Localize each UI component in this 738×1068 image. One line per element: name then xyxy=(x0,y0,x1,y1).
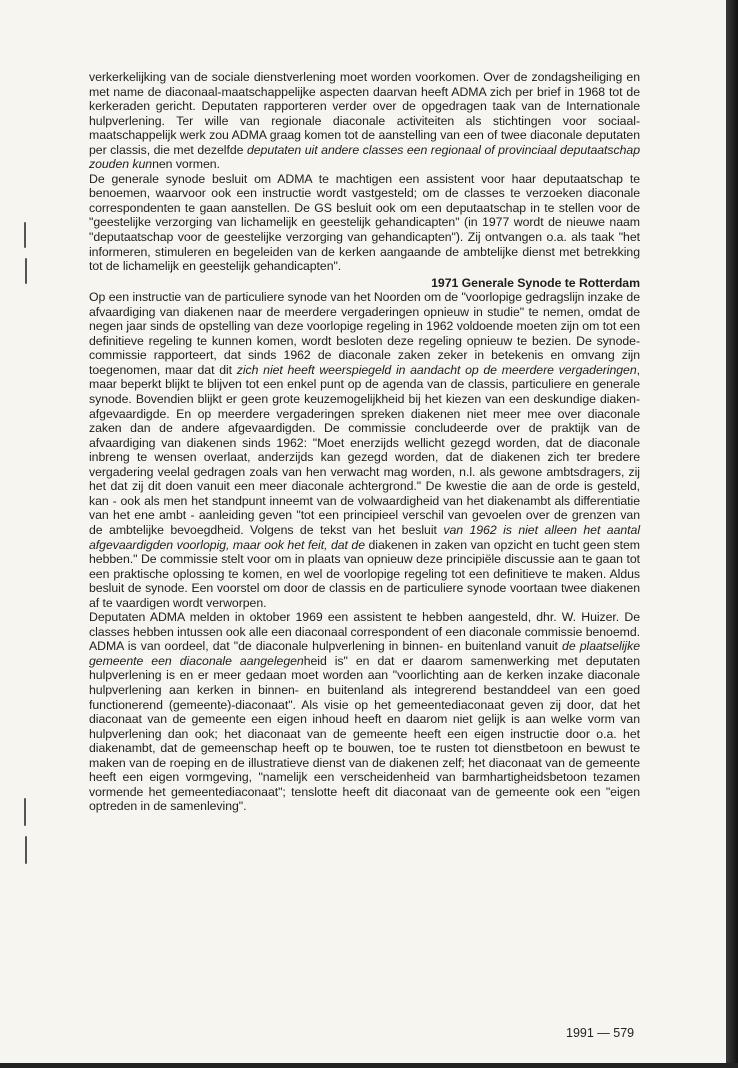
scan-edge-shadow xyxy=(0,1063,738,1068)
scan-edge-shadow xyxy=(726,0,738,1068)
paragraph xyxy=(89,610,640,814)
italic-text-run: zich niet heeft weerspiegeld in aandacht op de meerdere vergaderingen xyxy=(236,362,637,377)
italic-text-run: van 1962 is niet alleen het aantal afgevaardigden voorlopig, maar ook het feit, dat de xyxy=(89,522,641,552)
section-heading: 1971 Generale Synode te Rotterdam xyxy=(431,275,640,290)
paragraph: De generale synode besluit om ADMA te machtigen een assistent voor haar deputaatschap te benoemen, waarvoor ook een instructie wordt vastgesteld; om de classes te verzoeken diaconale correspondenten te gaan aanstellen. De GS besluit ook om een deputaatschap in te stellen voor de "geestelijke verzorging van lichamelijk en geestelijk gehandicapten" (in 1977 wordt de nieuwe naam "deputaatschap voor de geestelijke verzorging van gehandicapten"). Zij ontvangen o.a. als taak "het informeren, stimuleren en begeleiden van de kerken aangaande de ambtelijke dienst met betrekking tot de lichamelijk en geestelijk gehandicapten". xyxy=(89,171,640,274)
italic-text-run: deputaten uit andere classes een regionaal of provinciaal deputaatschap zouden kun xyxy=(89,142,640,172)
body-text xyxy=(89,70,640,814)
binder-mark xyxy=(24,798,26,826)
paragraph xyxy=(89,290,640,610)
text-run: diakenen in zaken van opzicht en tucht geen stem hebben." De commissie stelt voor om in plaats van opnieuw deze principiële discussie aan te gaan tot een praktische oplossing te komen, en wel de voorlopige regeling tot een definitieve te maken. Aldus besluit de synode. Een voorstel om door de classis en de particuliere synode voortaan twee diakenen af te vaardigen wordt verworpen. xyxy=(89,537,641,610)
paragraph xyxy=(89,70,640,172)
binder-mark xyxy=(25,836,27,864)
text-run: heid is" en dat er daarom samenwerking met deputaten hulpverlening is en er meer gedaan moet worden aan "voorlichting aan de kerken inzake diaconale hulpverlening aan kerken in binnen- en buitenland als integrerend bestanddeel van een goed functionerend (gemeente)-diaconaat". Als visie op het gemeentediaconaat geven zij door, dat het diaconaat van de gemeente een eigen inhoud heeft en daarom niet gelijk is aan welke vorm van hulpverlening dan ook; het diaconaat van de gemeente heeft een eigen instructie door o.a. het diakenambt, dat de gemeenschap heeft op te bouwen, toe te rusten tot dienstbetoon en bewust te maken van de roeping en de illustratieve dienst van de diakenen zelf; het diaconaat van de gemeente heeft een eigen vormgeving, "namelijk een verscheidenheid van barmhartigheidsbetoon tezamen vormende het gemeentediaconaat"; tenslotte heeft dit diaconaat van de gemeente ook een "eigen optreden in de samenleving". xyxy=(89,653,640,814)
text-run: Op een instructie van de particuliere synode van het Noorden om de "voorlopige gedragslijn inzake de afvaardiging van diakenen naar de meerdere vergaderingen opnieuw in studie" te nemen, omdat de negen jaar sinds de opstelling van deze voorlopige regeling in 1962 voldoende moeten zijn om tot een definitieve regeling te kunnen komen, wordt besloten deze regeling opnieuw te bezien. De synode-commissie rapporteert, dat sinds 1962 de diaconale zaken zeker in betekenis en omvang zijn toegenomen, maar dat dit xyxy=(89,290,640,377)
page-number: 1991 — 579 xyxy=(566,1026,635,1040)
text-run: verkerkelijking van de sociale dienstverlening moet worden voorkomen. Over de zondagsheiliging en met name de diaconaal-maatschappelijke aspecten daarvan heeft ADMA zich per brief in 1968 tot de kerkeraden gericht. Deputaten rapporteren verder over de opgedragen taak van de Internationale hulpverlening. Ter wille van regionale diaconale activiteiten als stichtingen voor sociaal-maatschappelijk werk zou ADMA graag komen tot de aanstelling van een of twee diaconale deputaten per classis, die met dezelfde xyxy=(89,70,640,157)
text-run: nen vormen. xyxy=(152,157,220,172)
binder-mark xyxy=(25,258,27,284)
text-run: Deputaten ADMA melden in oktober 1969 een assistent te hebben aangesteld, dhr. W. Huizer. De classes hebben intussen ook alle een diaconaal correspondent of een diaconale commissie benoemd. ADMA is van oordeel, dat "de diaconale hulpverlening in binnen- en buitenland vanuit xyxy=(89,610,640,654)
italic-text-run: de plaatselijke gemeente een diaconale aangelegen xyxy=(89,639,640,668)
binder-mark xyxy=(24,222,26,248)
text-run: , maar beperkt blijkt te blijven tot een enkel punt op de agenda van de classis, particuliere en generale synode. Bovendien blijkt er geen grote keuzemogelijkheid bij het kiezen van een deskundige diaken-afgevaardigde. En op meerdere vergaderingen spreken diakenen niet meer mee over diaconale zaken dan de andere afgevaardigden. De commissie concludeerde over de praktijk van de afvaardiging van diakenen sinds 1962: "Moet enerzijds wellicht gezegd worden, dat de diaconale inbreng te wensen overlaat, anderzijds kan gezegd worden, dat de diakenen zich ter bredere vergadering veelal gedragen zoals van hen verwacht mag worden, n.l. als gewone ambtsdragers, zij het dat zij dit doen vanuit een meer diaconale achtergrond." De kwestie die aan de orde is gesteld, kan - ook als men het standpunt inneemt van de volwaardigheid van het diakenambt als differentiatie van het ene ambt - aanleiding geven "tot een principieel verschil van gevoelen over de grenzen van de ambtelijke bevoegdheid. Volgens de tekst van het besluit xyxy=(89,362,640,537)
